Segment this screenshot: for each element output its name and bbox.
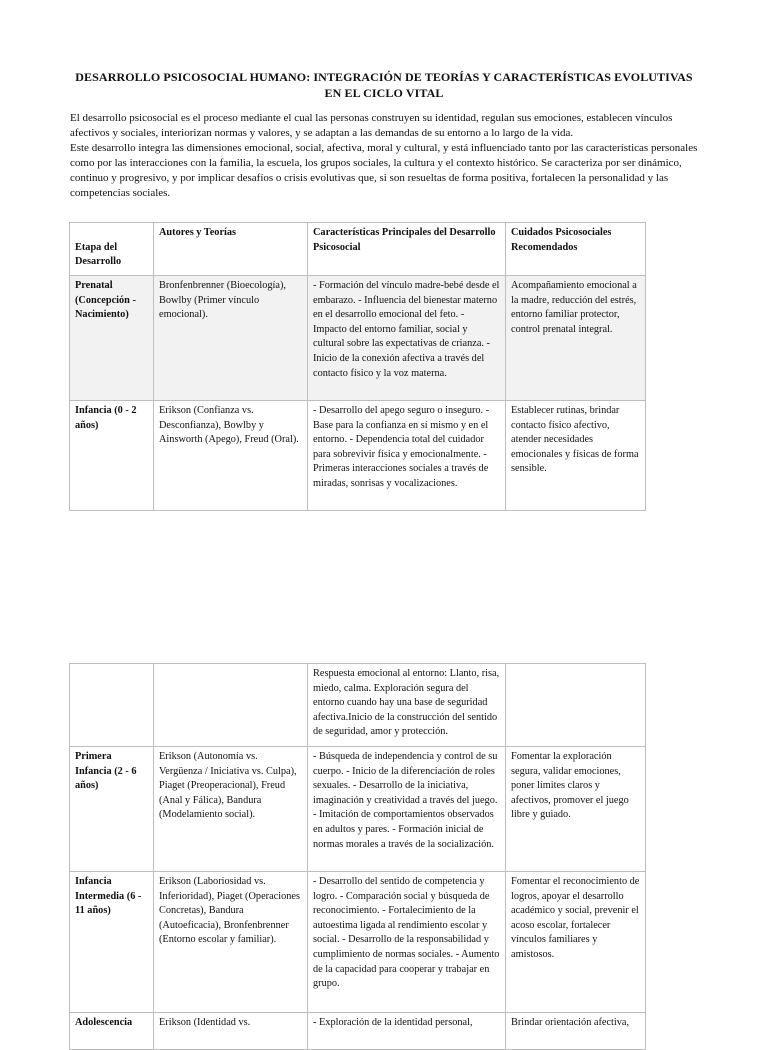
- stage-cell: Prenatal (Concepción - Nacimiento): [70, 276, 154, 401]
- development-table-page-2: [69, 663, 646, 1050]
- care-cell: Acompañamiento emocional a la madre, reducción del estrés, entorno familiar protector, control prenatal integral.: [506, 276, 646, 401]
- stage-cell-empty: [70, 664, 154, 747]
- table-header-row: [70, 223, 646, 276]
- authors-cell: Erikson (Identidad vs.: [154, 1013, 308, 1050]
- header-characteristics: Características Principales del Desarrollo Psicosocial: [308, 223, 506, 276]
- header-authors: Autores y Teorías: [154, 223, 308, 276]
- stage-cell: Infancia Intermedia (6 - 11 años): [70, 872, 154, 1013]
- characteristics-cell: Respuesta emocional al entorno: Llanto, risa, miedo, calma. Exploración segura del entorno cuando hay una base de seguridad afectiva.Inicio de la construcción del sentido de seguridad, amor y protección.: [308, 664, 506, 747]
- table-row: [70, 401, 646, 511]
- intro-text: [70, 111, 700, 201]
- document-title: DESARROLLO PSICOSOCIAL HUMANO: INTEGRACIÓN DE TEORÍAS Y CARACTERÍSTICAS EVOLUTIVAS EN EL CICLO VITAL: [75, 70, 693, 100]
- authors-cell: Erikson (Confianza vs. Desconfianza), Bowlby y Ainsworth (Apego), Freud (Oral).: [154, 401, 308, 511]
- authors-cell: Bronfenbrenner (Bioecología), Bowlby (Primer vínculo emocional).: [154, 276, 308, 401]
- table-row: [70, 872, 646, 1013]
- care-cell: Fomentar el reconocimiento de logros, apoyar el desarrollo académico y social, prevenir el acoso escolar, fortalecer vínculos familiares y amistosos.: [506, 872, 646, 1013]
- characteristics-cell: - Desarrollo del apego seguro o inseguro. - Base para la confianza en sí mismo y en el entorno. - Dependencia total del cuidador para sobrevivir física y emocionalmente. - Primeras interacciones sociales a través de miradas, sonrisas y vocalizaciones.: [308, 401, 506, 511]
- care-cell: Fomentar la exploración segura, validar emociones, poner límites claros y afectivos, promover el juego libre y guiado.: [506, 747, 646, 872]
- characteristics-cell: - Desarrollo del sentido de competencia y logro. - Comparación social y búsqueda de reconocimiento. - Fortalecimiento de la autoestima ligada al rendimiento escolar y social. - Desarrollo de la responsabilidad y cumplimiento de normas sociales. - Aumento de la capacidad para cooperar y trabajar en grupo.: [308, 872, 506, 1013]
- authors-cell: Erikson (Laboriosidad vs. Inferioridad), Piaget (Operaciones Concretas), Bandura (Autoeficacia), Bronfenbrenner (Entorno escolar y familiar).: [154, 872, 308, 1013]
- stage-cell: Infancia (0 - 2 años): [70, 401, 154, 511]
- table-row-continuation: [70, 664, 646, 747]
- stage-cell: Primera Infancia (2 - 6 años): [70, 747, 154, 872]
- header-stage: Etapa del Desarrollo: [70, 223, 154, 276]
- intro-paragraph-1: El desarrollo psicosocial es el proceso mediante el cual las personas construyen su identidad, regulan sus emociones, establecen vínculos afectivos y sociales, interiorizan normas y valores, y se adaptan a las demandas de su entorno a lo largo de la vida.: [70, 112, 673, 139]
- characteristics-cell: - Búsqueda de independencia y control de su cuerpo. - Inicio de la diferenciación de roles sexuales. - Desarrollo de la iniciativa, imaginación y creatividad a través del juego. - Imitación de comportamientos observados en adultos y pares. - Formación inicial de normas morales a través de la socialización.: [308, 747, 506, 872]
- care-cell: Establecer rutinas, brindar contacto físico afectivo, atender necesidades emocionales y físicas de forma sensible.: [506, 401, 646, 511]
- authors-cell-empty: [154, 664, 308, 747]
- table-row: [70, 276, 646, 401]
- development-table-page-1: [69, 222, 646, 511]
- stage-cell: Adolescencia: [70, 1013, 154, 1050]
- authors-cell: Erikson (Autonomía vs. Vergüenza / Iniciativa vs. Culpa), Piaget (Preoperacional), Freud (Anal y Fálica), Bandura (Modelamiento social).: [154, 747, 308, 872]
- table-row: [70, 1013, 646, 1050]
- care-cell-empty: [506, 664, 646, 747]
- characteristics-cell: - Exploración de la identidad personal,: [308, 1013, 506, 1050]
- header-care: Cuidados Psicosociales Recomendados: [506, 223, 646, 276]
- characteristics-cell: - Formación del vínculo madre-bebé desde el embarazo. - Influencia del bienestar materno en el desarrollo emocional del feto. - Impacto del entorno familiar, social y cultural sobre las expectativas de crianza. - Inicio de la conexión afectiva a través del contacto físico y la voz materna.: [308, 276, 506, 401]
- table-row: [70, 747, 646, 872]
- intro-paragraph-2: Este desarrollo integra las dimensiones emocional, social, afectiva, moral y cultural, y está influenciado tanto por las características personales como por las interacciones con la familia, la escuela, los grupos sociales, la cultura y el contexto histórico. Se caracteriza por ser dinámico, continuo y progresivo, y por implicar desafíos o crisis evolutivas que, si son resueltas de forma positiva, fortalecen la personalidad y las competencias sociales.: [70, 142, 698, 199]
- care-cell: Brindar orientación afectiva,: [506, 1013, 646, 1050]
